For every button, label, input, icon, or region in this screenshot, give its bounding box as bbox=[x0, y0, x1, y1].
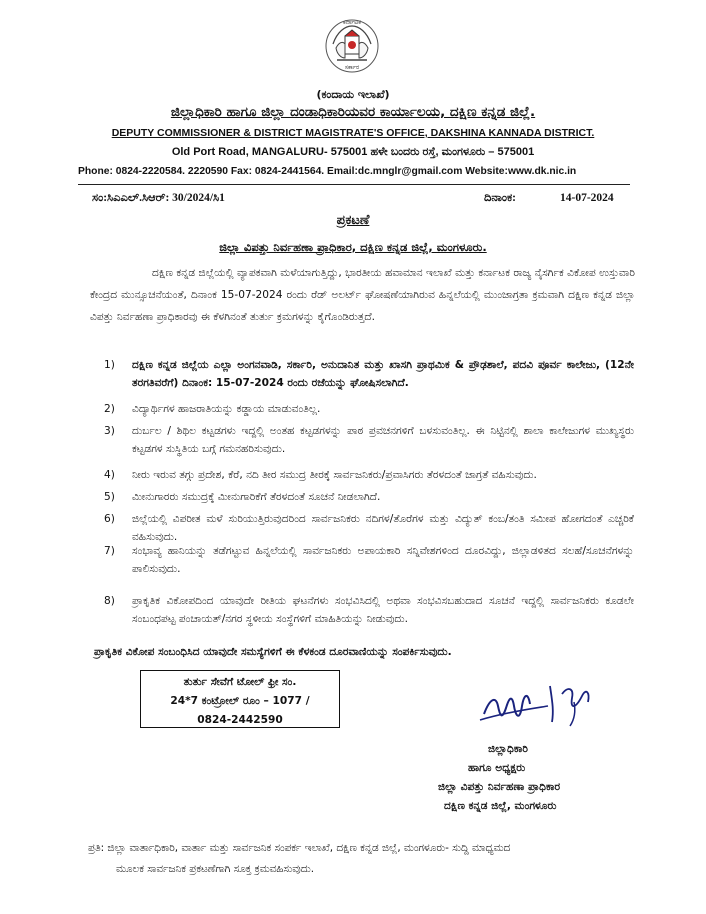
order-text: ನೀರು ಇರುವ ತಗ್ಗು ಪ್ರದೇಶ, ಕೆರೆ, ನದಿ ತೀರ ಸಮುದ್ರ ತೀರಕ್ಕೆ ಸಾರ್ವಜನಿಕರು/ಪ್ರವಾಸಿಗರು ತೆರಳದಂತೆ ಜಾಗ್ರತೆ ವಹಿಸುವುದು. bbox=[132, 469, 537, 481]
order-number: 7) bbox=[104, 545, 115, 557]
order-text: ಮೀನುಗಾರರು ಸಮುದ್ರಕ್ಕೆ ಮೀನುಗಾರಿಕೆಗೆ ತೆರಳದಂತೆ ಸೂಚನೆ ನೀಡಲಾಗಿದೆ. bbox=[132, 491, 381, 503]
office-address: Old Port Road, MANGALURU- 575001 ಹಳೇ ಬಂದರು ರಸ್ತೆ, ಮಂಗಳೂರು – 575001 bbox=[171, 146, 535, 158]
control-room-number: 24*7 ಕಂಟ್ರೋಲ್ ರೂಂ – 1077 / bbox=[170, 695, 310, 707]
date-value: 14-07-2024 bbox=[560, 192, 614, 204]
intro-paragraph bbox=[90, 262, 635, 328]
copy-to bbox=[88, 838, 633, 880]
reference-number: ಸಂ:ಸಿಎಎಲ್.ಸಿಆರ್: 30/2024/ಸಿ1 bbox=[92, 192, 225, 204]
copy-to-line-2: ಮೂಲಕ ಸಾರ್ವಜನಿಕ ಪ್ರಕಟಣೆಗಾಗಿ ಸೂಕ್ತ ಕ್ರಮವಹಿಸುವುದು. bbox=[116, 863, 315, 875]
helpline-phone: 0824-2442590 bbox=[197, 714, 283, 726]
signatory-district: ದಕ್ಷಿಣ ಕನ್ನಡ ಜಿಲ್ಲೆ, ಮಂಗಳೂರು bbox=[444, 800, 557, 812]
order-item-5 bbox=[104, 488, 634, 506]
order-number: 4) bbox=[104, 469, 115, 481]
notice-title: ಪ್ರಕಟಣೆ bbox=[336, 213, 370, 228]
date-label: ದಿನಾಂಕ: bbox=[484, 192, 516, 204]
signature-icon bbox=[476, 676, 596, 736]
signatory-role: ಹಾಗೂ ಅಧ್ಯಕ್ಷರು bbox=[468, 762, 526, 774]
order-number: 6) bbox=[104, 513, 115, 525]
karnataka-emblem-icon bbox=[323, 14, 381, 86]
helpline-title: ತುರ್ತು ಸೇವೆಗೆ ಟೋಲ್ ಫ್ರೀ ಸಂ. bbox=[183, 676, 297, 688]
contact-line: Phone: 0824-2220584. 2220590 Fax: 0824-2441564. Email:dc.mnglr@gmail.com Website:www.dk.nic.in bbox=[78, 166, 577, 177]
order-item-2 bbox=[104, 400, 634, 418]
order-text: ದುರ್ಬಲ / ಶಿಥಿಲ ಕಟ್ಟಡಗಳು ಇದ್ದಲ್ಲಿ ಅಂತಹ ಕಟ್ಟಡಗಳನ್ನು ಪಾಠ ಪ್ರವಚನಗಳಿಗೆ ಬಳಸುವಂತಿಲ್ಲ. ಈ ನಿಟ್ಟಿನಲ್ಲಿ ಶಾಲಾ ಕಾಲೇಜುಗಳ ಮುಖ್ಯಸ್ಥರು ಕಟ್ಟಡಗಳ ಸುಸ್ಥಿತಿಯ ಬಗ್ಗೆ ಗಮನಹರಿಸುವುದು. bbox=[132, 425, 634, 455]
emblem-text-top: ಕರ್ನಾಟಕ bbox=[343, 19, 361, 26]
order-number: 5) bbox=[104, 491, 115, 503]
order-number: 3) bbox=[104, 425, 115, 437]
helpline-instruction: ಪ್ರಾಕೃತಿಕ ವಿಕೋಪ ಸಂಬಂಧಿಸಿದ ಯಾವುದೇ ಸಮಸ್ಯೆಗಳಿಗೆ ಈ ಕೆಳಕಂಡ ದೂರವಾಣಿಯನ್ನು ಸಂಪರ್ಕಿಸುವುದು. bbox=[94, 646, 452, 658]
order-text: ಜಿಲ್ಲೆಯಲ್ಲಿ ವಿಪರೀತ ಮಳೆ ಸುರಿಯುತ್ತಿರುವುದರಿಂದ ಸಾರ್ವಜನಿಕರು ನದಿಗಳ/ತೊರೆಗಳ ಮತ್ತು ವಿದ್ಯುತ್ ಕಂಬ/ತಂತಿ ಸಮೀಪ ಹೋಗದಂತೆ ಎಚ್ಚರಿಕೆ ವಹಿಸುವುದು. bbox=[132, 513, 634, 543]
order-item-7 bbox=[104, 542, 634, 578]
header-divider bbox=[78, 184, 630, 185]
copy-to-line-1: ಪ್ರತಿ: ಜಿಲ್ಲಾ ವಾರ್ತಾಧಿಕಾರಿ, ವಾರ್ತಾ ಮತ್ತು ಸಾರ್ವಜನಿಕ ಸಂಪರ್ಕ ಇಲಾಖೆ, ದಕ್ಷಿಣ ಕನ್ನಡ ಜಿಲ್ಲೆ, ಮಂಗಳೂರು- ಸುದ್ದಿ ಮಾಧ್ಯಮದ bbox=[88, 842, 511, 854]
order-text: ಸಂಭಾವ್ಯ ಹಾನಿಯನ್ನು ತಡೆಗಟ್ಟುವ ಹಿನ್ನಲೆಯಲ್ಲಿ ಸಾರ್ವಜನಿಕರು ಅಪಾಯಕಾರಿ ಸನ್ನಿವೇಶಗಳಿಂದ ದೂರವಿದ್ದು, ಜಿಲ್ಲಾಡಳಿತದ ಸಲಹೆ/ಸೂಚನೆಗಳನ್ನು ಪಾಲಿಸುವುದು. bbox=[132, 545, 634, 575]
signature-block bbox=[418, 740, 638, 816]
authority-heading: ಜಿಲ್ಲಾ ವಿಪತ್ತು ನಿರ್ವಹಣಾ ಪ್ರಾಧಿಕಾರ, ದಕ್ಷಿಣ ಕನ್ನಡ ಜಿಲ್ಲೆ, ಮಂಗಳೂರು. bbox=[219, 240, 487, 254]
order-item-3 bbox=[104, 422, 634, 458]
order-text: ವಿದ್ಯಾರ್ಥಿಗಳ ಹಾಜರಾತಿಯನ್ನು ಕಡ್ಡಾಯ ಮಾಡುವಂತಿಲ್ಲ. bbox=[132, 403, 321, 415]
order-item-8 bbox=[104, 592, 634, 628]
signatory-designation: ಜಿಲ್ಲಾಧಿಕಾರಿ bbox=[488, 743, 528, 755]
intro-text: ದಕ್ಷಿಣ ಕನ್ನಡ ಜಿಲ್ಲೆಯಲ್ಲಿ ವ್ಯಾಪಕವಾಗಿ ಮಳೆಯಾಗುತ್ತಿದ್ದು, ಭಾರತೀಯ ಹವಾಮಾನ ಇಲಾಖೆ ಮತ್ತು ಕರ್ನಾಟಕ ರಾಜ್ಯ ನೈಸರ್ಗಿಕ ವಿಕೋಪ ಉಸ್ತುವಾರಿ ಕೇಂದ್ರದ ಮುನ್ಸೂಚನೆಯಂತೆ, ದಿನಾಂಕ 15-07-2024 ರಂದು ರೆಡ್ ಅಲರ್ಟ್ ಘೋಷಣೆಯಾಗಿರುವ ಹಿನ್ನಲೆಯಲ್ಲಿ ಮುಂಜಾಗ್ರತಾ ಕ್ರಮವಾಗಿ ದಕ್ಷಿಣ ಕನ್ನಡ ಜಿಲ್ಲಾ ವಿಪತ್ತು ನಿರ್ವಹಣಾ ಪ್ರಾಧಿಕಾರವು ಈ ಕೆಳಗಿನಂತೆ ತುರ್ತು ಕ್ರಮಗಳನ್ನು ಕೈಗೊಂಡಿರುತ್ತದೆ. bbox=[90, 267, 635, 323]
office-title-kannada: ಜಿಲ್ಲಾಧಿಕಾರಿ ಹಾಗೂ ಜಿಲ್ಲಾ ದಂಡಾಧಿಕಾರಿಯವರ ಕಾರ್ಯಾಲಯ, ದಕ್ಷಿಣ ಕನ್ನಡ ಜಿಲ್ಲೆ. bbox=[170, 104, 536, 120]
department-label: (ಕಂದಾಯ ಇಲಾಖೆ) bbox=[316, 88, 390, 101]
order-number: 8) bbox=[104, 595, 115, 607]
emblem-text-bottom: ಸರ್ಕಾರ bbox=[344, 64, 360, 71]
order-item-4 bbox=[104, 466, 634, 484]
order-number: 1) bbox=[104, 359, 115, 371]
order-number: 2) bbox=[104, 403, 115, 415]
order-item-1 bbox=[104, 356, 634, 392]
helpline-box bbox=[140, 670, 340, 728]
signatory-authority: ಜಿಲ್ಲಾ ವಿಪತ್ತು ನಿರ್ವಹಣಾ ಪ್ರಾಧಿಕಾರ bbox=[438, 781, 561, 793]
order-text: ದಕ್ಷಿಣ ಕನ್ನಡ ಜಿಲ್ಲೆಯ ಎಲ್ಲಾ ಅಂಗನವಾಡಿ, ಸರ್ಕಾರಿ, ಅನುದಾನಿತ ಮತ್ತು ಖಾಸಗಿ ಪ್ರಾಥಮಿಕ & ಪ್ರೌಢಶಾಲೆ, ಪದವಿ ಪೂರ್ವ ಕಾಲೇಜು, (12ನೇ ತರಗತಿವರೆಗೆ) ದಿನಾಂಕ: 15-07-2024 ರಂದು ರಜೆಯನ್ನು ಘೋಷಿಸಲಾಗಿದೆ. bbox=[132, 359, 634, 389]
order-text: ಪ್ರಾಕೃತಿಕ ವಿಕೋಪದಿಂದ ಯಾವುದೇ ರೀತಿಯ ಘಟನೆಗಳು ಸಂಭವಿಸಿದಲ್ಲಿ ಅಥವಾ ಸಂಭವಿಸಬಹುದಾದ ಸೂಚನೆ ಇದ್ದಲ್ಲಿ ಸಾರ್ವಜನಿಕರು ಕೂಡಲೇ ಸಂಬಂಧಪಟ್ಟ ಪಂಚಾಯತ್/ನಗರ ಸ್ಥಳೀಯ ಸಂಸ್ಥೆಗಳಿಗೆ ಮಾಹಿತಿಯನ್ನು ನೀಡುವುದು. bbox=[132, 595, 634, 625]
order-item-6 bbox=[104, 510, 634, 546]
office-title-english: DEPUTY COMMISSIONER & DISTRICT MAGISTRATE'S OFFICE, DAKSHINA KANNADA DISTRICT. bbox=[111, 127, 595, 139]
